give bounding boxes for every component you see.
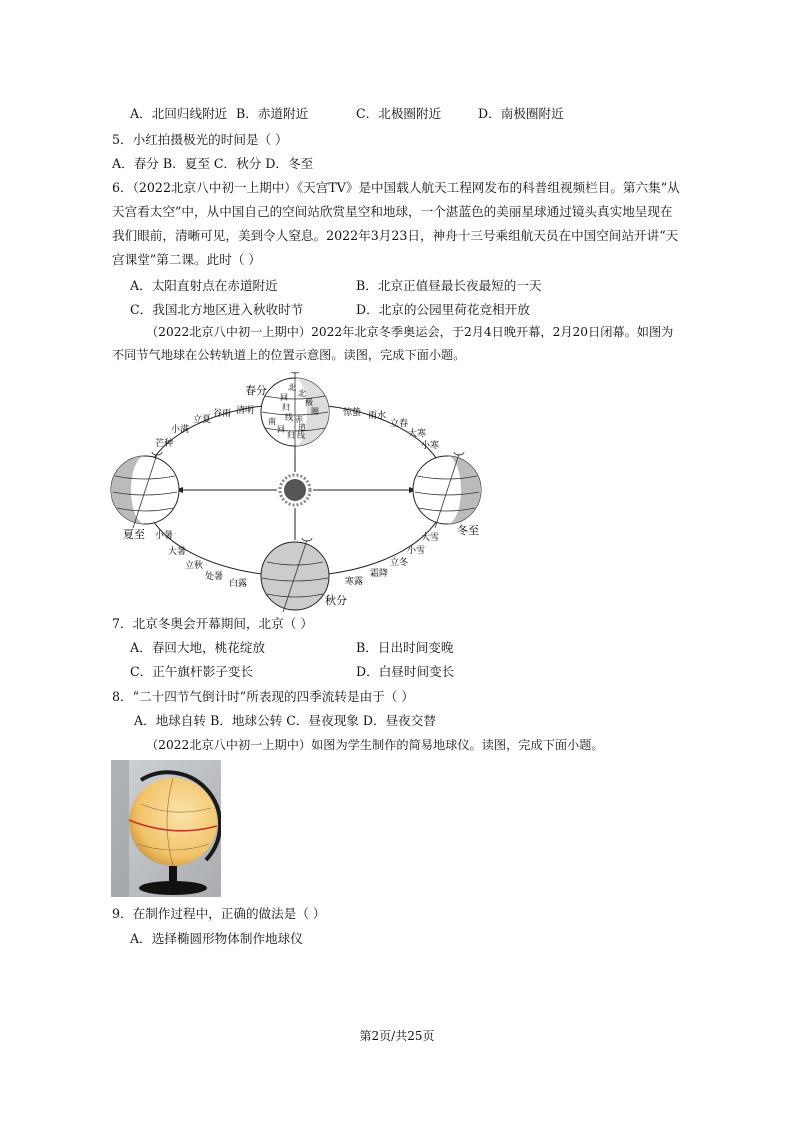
sun-icon (280, 475, 310, 505)
term-dahan: 大寒 (408, 429, 427, 439)
intro-7-8: （2022北京八中初一上期中）2022年北京冬季奥运会，于2月4日晚开幕，2月20日闭幕。如图为不同节气地球在公转轨道上的位置示意图。读图，完成下面小题。 (112, 325, 674, 362)
label-spring-equinox: 春分 (245, 384, 267, 397)
globe-label-0: 北 (288, 383, 296, 392)
q4-option-c: C．北极圈附近 (356, 106, 442, 121)
q5-stem: 5．小红拍摄极光的时间是（ ） (112, 132, 288, 147)
term-jingzhe: 惊蛰 (343, 408, 362, 418)
label-autumn-equinox: 秋分 (325, 594, 347, 607)
label-summer-solstice: 夏至 (123, 528, 145, 541)
earth-orbit-diagram (105, 372, 495, 612)
label-winter-solstice: 冬至 (457, 524, 479, 537)
q7-option-d: D．白昼时间变长 (356, 664, 455, 679)
globe-label-1: 回 (280, 393, 288, 402)
q6-option-d: D．北京的公园里荷花竞相开放 (356, 302, 530, 317)
term-dashu: 大暑 (168, 547, 187, 557)
globe-label-7: 赤 (295, 415, 303, 424)
globe-photo (111, 760, 221, 897)
q4-option-a: A．北回归线附近 (130, 106, 228, 121)
globe-summer-solstice (111, 452, 179, 528)
term-yushui: 雨水 (368, 411, 387, 421)
globe-label-3: 线 (285, 413, 293, 422)
globe-label-11: 归 (287, 431, 295, 440)
q5-options: A．春分 B．夏至 C．秋分 D．冬至 (112, 156, 314, 171)
q6-stem: 6．（2022北京八中初一上期中）《天宫TV》是中国载人航天工程网发布的科普组视频栏目。第六集“从天宫看太空”中，从中国自己的空间站欣赏星空和地球，一个湛蓝色的美丽星球通过镜头真实地呈现在我们眼前，清晰可见，美到令人窒息。2022年3月23日，神舟十三号乘组航天员在中国空间站开讲“天宫课堂”第二课。此时（ ） (112, 180, 680, 267)
globe-label-2: 归 (282, 403, 290, 412)
globe-label-5: 极 (305, 398, 313, 407)
term-chushu: 处暑 (205, 572, 224, 582)
term-bailu: 白露 (229, 579, 248, 589)
term-guyu: 谷雨 (213, 409, 232, 419)
term-lidong: 立冬 (390, 558, 409, 568)
page-footer: 第2页/共25页 (359, 1029, 435, 1043)
globe-winter-solstice (413, 452, 481, 528)
term-xiaoxue: 小雪 (407, 546, 426, 556)
q7-option-b: B．日出时间变晚 (356, 640, 454, 655)
intro-9: （2022北京八中初一上期中）如图为学生制作的简易地球仪。读图，完成下面小题。 (146, 738, 604, 752)
term-liqiu: 立秋 (185, 561, 204, 571)
globe-autumn-equinox (261, 538, 329, 612)
term-xiaoshu: 小暑 (155, 531, 174, 541)
q7-option-a: A．春回大地，桃花绽放 (130, 640, 266, 655)
globe-label-4: 北 (298, 389, 306, 398)
term-mangzhong: 芒种 (155, 439, 174, 449)
q4-option-b: B．赤道附近 (236, 106, 309, 121)
q6-option-b: B．北京正值昼最长夜最短的一天 (356, 278, 542, 293)
term-lichun: 立春 (390, 419, 409, 429)
term-qingming: 清明 (236, 406, 255, 416)
term-hanlu: 寒露 (345, 577, 364, 587)
term-xiaohan: 小寒 (421, 441, 440, 451)
q7-stem: 7．北京冬奥会开幕期间，北京（ ） (112, 616, 313, 631)
q6-option-a: A．太阳直射点在赤道附近 (130, 278, 278, 293)
q7-option-c: C．正午旗杆影子变长 (130, 664, 253, 679)
globe-label-9: 南 (268, 417, 276, 426)
globe-label-6: 圈 (311, 407, 319, 416)
globe-label-10: 回 (277, 425, 285, 434)
term-shuangjiang: 霜降 (370, 569, 389, 579)
q9-stem: 9．在制作过程中，正确的做法是（ ） (112, 906, 326, 921)
q8-options: A．地球自转 B．地球公转 C．昼夜现象 D．昼夜交替 (134, 713, 436, 728)
q6-option-c: C．我国北方地区进入秋收时节 (130, 302, 304, 317)
q9-option-a: A．选择椭圆形物体制作地球仪 (130, 931, 303, 946)
globe-label-12: 线 (297, 431, 305, 440)
term-daxue: 大雪 (421, 533, 440, 543)
q8-stem: 8．“二十四节气倒计时”所表现的四季流转是由于（ ） (112, 689, 414, 704)
term-lixia: 立夏 (193, 415, 212, 425)
globe-label-8: 道 (298, 423, 306, 432)
q4-option-d: D．南极圈附近 (478, 106, 564, 121)
globe-spring-equinox (261, 372, 329, 454)
term-xiaoman: 小满 (171, 425, 190, 435)
